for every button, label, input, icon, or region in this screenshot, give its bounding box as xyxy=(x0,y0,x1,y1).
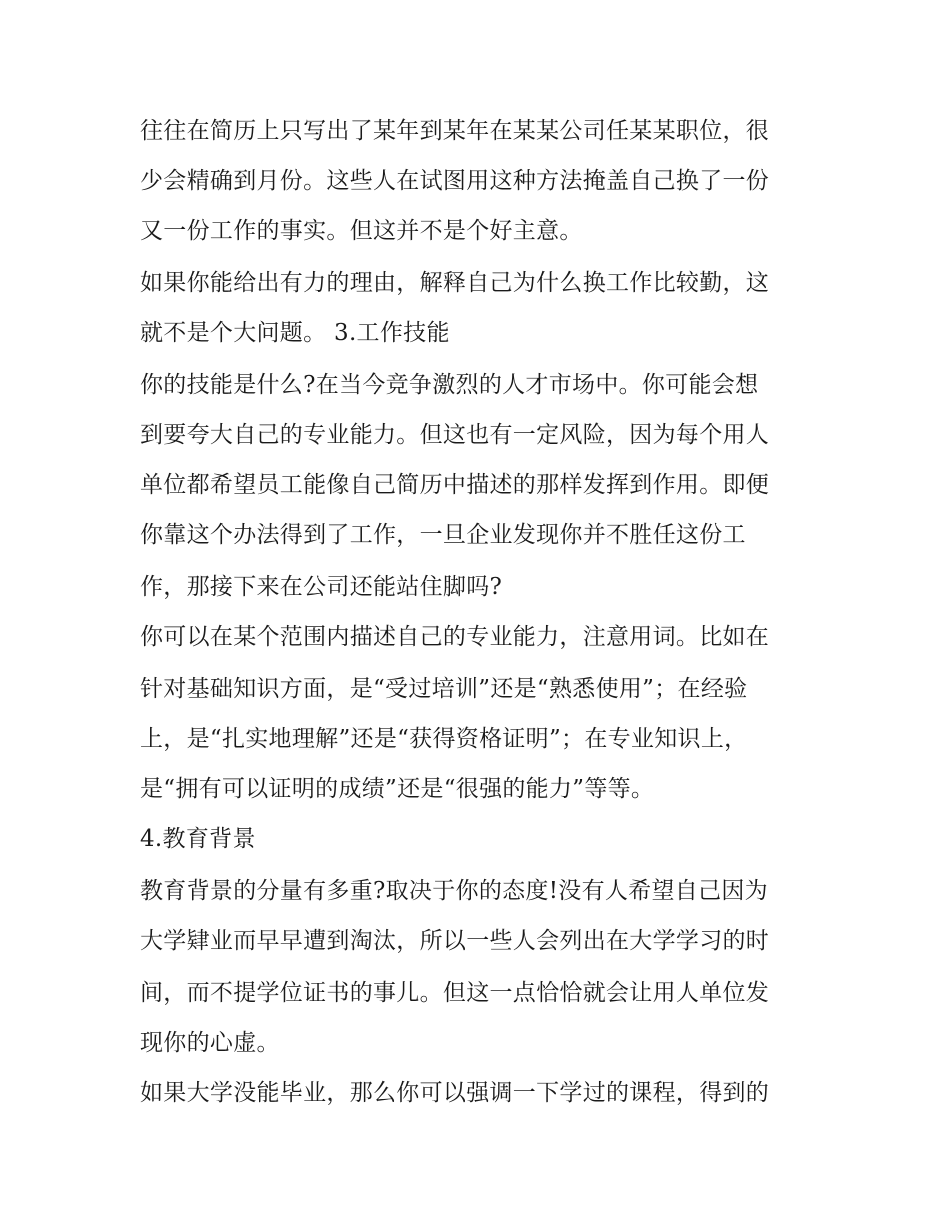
text-line: 间，而不提学位证书的事儿。但这一点恰恰就会让用人单位发 xyxy=(140,980,770,1006)
text-line: 往往在简历上只写出了某年到某年在某某公司任某某职位，很 xyxy=(140,118,770,144)
text-line: 你可以在某个范围内描述自己的专业能力，注意用词。比如在 xyxy=(140,624,770,650)
text-line: 你的技能是什么?在当今竞争激烈的人才市场中。你可能会想 xyxy=(140,372,759,398)
text-line: 又一份工作的事实。但这并不是个好主意。 xyxy=(140,218,583,244)
text-line: 到要夸大自己的专业能力。但这也有一定风险，因为每个用人 xyxy=(140,422,770,448)
section-heading: 4.教育背景 xyxy=(140,826,256,852)
text-line: 你靠这个办法得到了工作，一旦企业发现你并不胜任这份工 xyxy=(140,522,746,548)
text-line: 作，那接下来在公司还能站住脚吗? xyxy=(140,574,503,600)
text-line: 少会精确到月份。这些人在试图用这种方法掩盖自己换了一份 xyxy=(140,168,770,194)
text-line: 教育背景的分量有多重?取决于你的态度!没有人希望自己因为 xyxy=(140,878,768,904)
text-line: 如果大学没能毕业，那么你可以强调一下学过的课程，得到的 xyxy=(140,1080,770,1106)
text-line: 大学肄业而早早遭到淘汰，所以一些人会列出在大学学习的时 xyxy=(140,928,770,954)
text-line: 如果你能给出有力的理由，解释自己为什么换工作比较勤，这 xyxy=(140,270,770,296)
text-line: 上，是“扎实地理解”还是“获得资格证明”；在专业知识上， xyxy=(140,726,748,752)
text-line: 针对基础知识方面，是“受过培训”还是“熟悉使用”；在经验 xyxy=(140,676,748,702)
text-line: 是“拥有可以证明的成绩”还是“很强的能力”等等。 xyxy=(140,776,655,802)
text-line: 单位都希望员工能像自己简历中描述的那样发挥到作用。即便 xyxy=(140,472,770,498)
text-line: 现你的心虚。 xyxy=(140,1030,280,1056)
text-line: 就不是个大问题。 3.工作技能 xyxy=(140,320,450,346)
